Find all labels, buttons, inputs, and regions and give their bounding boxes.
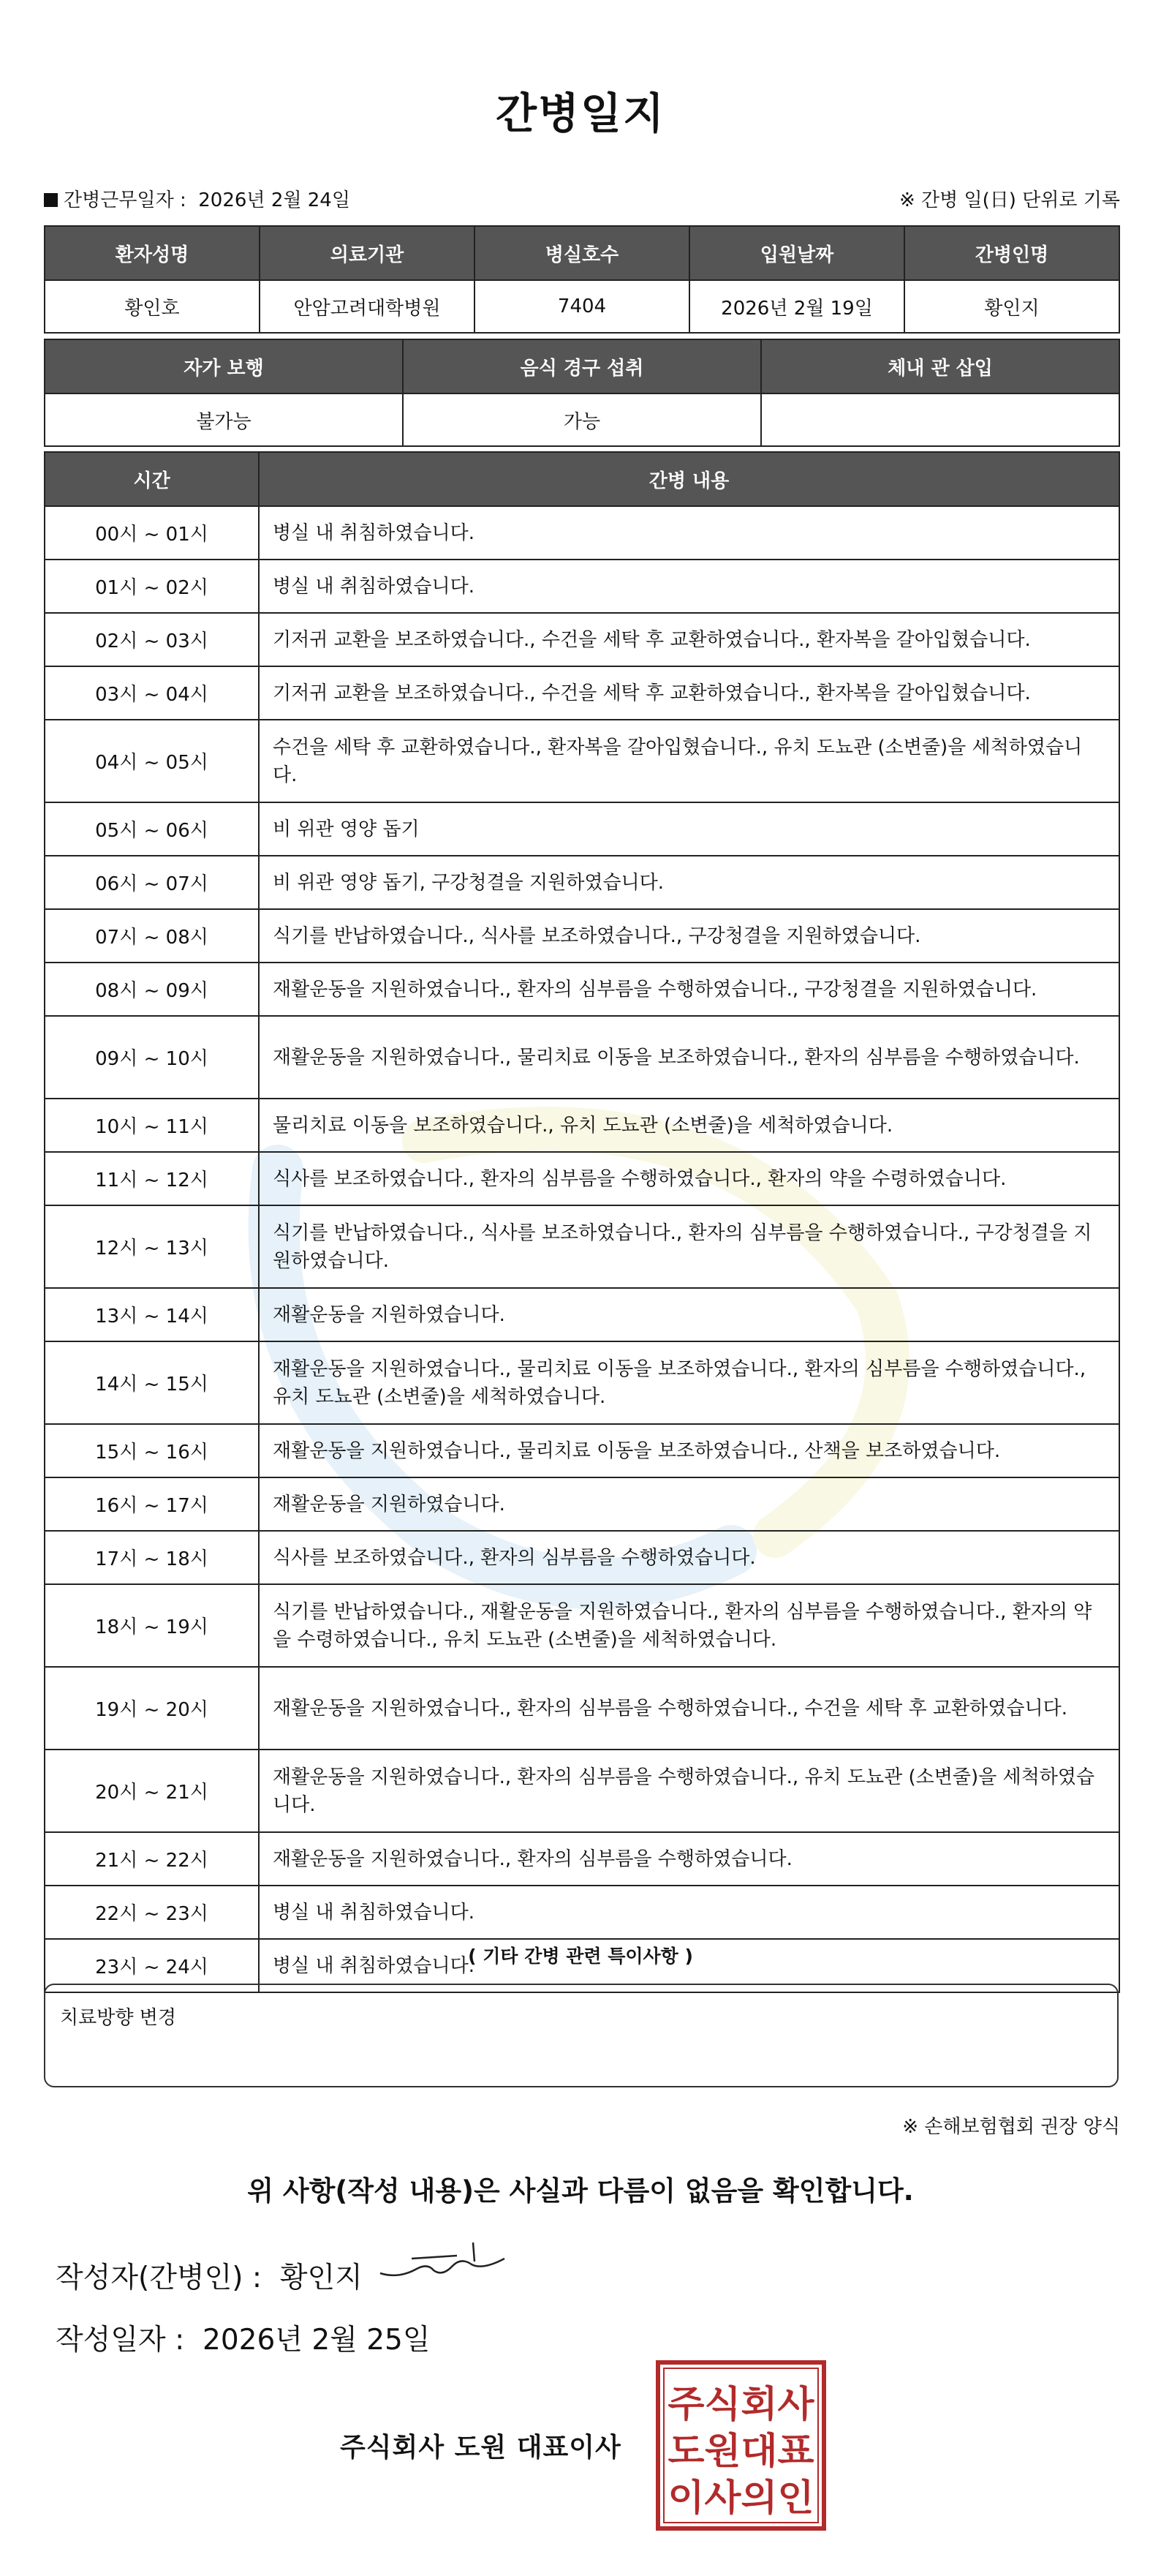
work-date-label: 간병근무일자 :	[64, 189, 186, 211]
log-content: 재활운동을 지원하였습니다., 환자의 심부름을 수행하였습니다., 구강청결을 지원하였습니다.	[259, 963, 1119, 1016]
log-content: 재활운동을 지원하였습니다.	[259, 1477, 1119, 1531]
table-row	[45, 1886, 1119, 1939]
header-tube-insertion: 체내 관 삽입	[761, 339, 1119, 393]
table-row	[45, 802, 1119, 856]
writer-label: 작성자(간병인) :	[56, 2261, 262, 2294]
log-content: 기저귀 교환을 보조하였습니다., 수건을 세탁 후 교환하였습니다., 환자복을 갈아입혔습니다.	[259, 613, 1119, 666]
log-content: 병실 내 취침하였습니다.	[259, 560, 1119, 613]
header-room-number: 병실호수	[474, 226, 689, 280]
admission-date: 2026년 2월 19일	[689, 280, 904, 333]
log-content: 병실 내 취침하였습니다.	[259, 1939, 1119, 1992]
work-date	[44, 185, 350, 212]
patient-status-table	[44, 339, 1120, 447]
oral-intake: 가능	[403, 393, 761, 446]
header-time: 시간	[45, 452, 259, 506]
log-time: 15시 ~ 16시	[45, 1424, 259, 1477]
square-bullet-icon	[44, 193, 58, 207]
log-time: 06시 ~ 07시	[45, 856, 259, 909]
log-content: 식기를 반납하였습니다., 식사를 보조하였습니다., 구강청결을 지원하였습니다.	[259, 909, 1119, 963]
log-content: 병실 내 취침하였습니다.	[259, 1886, 1119, 1939]
header-caregiver-name: 간병인명	[904, 226, 1119, 280]
log-time: 23시 ~ 24시	[45, 1939, 259, 1992]
table-row	[45, 1584, 1119, 1667]
log-content: 비 위관 영양 돕기, 구강청결을 지원하였습니다.	[259, 856, 1119, 909]
log-time: 11시 ~ 12시	[45, 1152, 259, 1205]
log-content: 식사를 보조하였습니다., 환자의 심부름을 수행하였습니다.	[259, 1531, 1119, 1584]
table-row	[45, 613, 1119, 666]
table-row	[45, 560, 1119, 613]
table-row	[45, 1099, 1119, 1152]
written-date-line	[56, 2317, 431, 2358]
table-row	[45, 909, 1119, 963]
log-content: 물리치료 이동을 보조하였습니다., 유치 도뇨관 (소변줄)을 세척하였습니다.	[259, 1099, 1119, 1152]
log-time: 05시 ~ 06시	[45, 802, 259, 856]
log-content: 수건을 세탁 후 교환하였습니다., 환자복을 갈아입혔습니다., 유치 도뇨관 (소변줄)을 세척하였습니다.	[259, 720, 1119, 802]
header-self-walking: 자가 보행	[45, 339, 403, 393]
log-time: 00시 ~ 01시	[45, 506, 259, 560]
log-time: 16시 ~ 17시	[45, 1477, 259, 1531]
log-time: 09시 ~ 10시	[45, 1016, 259, 1099]
notes-box	[44, 1984, 1119, 2087]
form-note: ※ 손해보험협회 권장 양식	[902, 2116, 1120, 2138]
svg-text:이사의인: 이사의인	[668, 2477, 814, 2519]
header-oral-intake: 음식 경구 섭취	[403, 339, 761, 393]
table-row	[45, 506, 1119, 560]
log-time: 10시 ~ 11시	[45, 1099, 259, 1152]
log-time: 01시 ~ 02시	[45, 560, 259, 613]
table-row	[45, 1205, 1119, 1288]
table-row	[45, 1016, 1119, 1099]
work-date-value: 2026년 2월 24일	[198, 189, 350, 211]
company-seal-icon	[655, 2360, 827, 2531]
patient-info-table	[44, 225, 1120, 334]
table-row	[45, 1477, 1119, 1531]
company-representative: 주식회사 도원 대표이사	[340, 2433, 621, 2463]
log-time: 14시 ~ 15시	[45, 1341, 259, 1424]
caregiver-name: 황인지	[904, 280, 1119, 333]
writer-line	[56, 2255, 363, 2296]
log-time: 13시 ~ 14시	[45, 1288, 259, 1341]
svg-text:주식회사: 주식회사	[668, 2383, 815, 2425]
table-row	[45, 1750, 1119, 1832]
log-content: 비 위관 영양 돕기	[259, 802, 1119, 856]
log-content: 재활운동을 지원하였습니다., 환자의 심부름을 수행하였습니다.	[259, 1832, 1119, 1886]
document-title: 간병일지	[495, 88, 666, 138]
written-date-value: 2026년 2월 25일	[203, 2324, 431, 2357]
log-time: 08시 ~ 09시	[45, 963, 259, 1016]
confirmation-statement: 위 사항(작성 내용)은 사실과 다름이 없음을 확인합니다.	[247, 2175, 914, 2207]
header-admission-date: 입원날짜	[689, 226, 904, 280]
room-number: 7404	[474, 280, 689, 333]
tube-insertion	[761, 393, 1119, 446]
log-content: 기저귀 교환을 보조하였습니다., 수건을 세탁 후 교환하였습니다., 환자복을 갈아입혔습니다.	[259, 666, 1119, 720]
log-content: 병실 내 취침하였습니다.	[259, 506, 1119, 560]
log-content: 재활운동을 지원하였습니다., 환자의 심부름을 수행하였습니다., 수건을 세탁 후 교환하였습니다.	[259, 1667, 1119, 1750]
table-row	[45, 963, 1119, 1016]
log-time: 21시 ~ 22시	[45, 1832, 259, 1886]
table-row	[45, 856, 1119, 909]
log-time: 12시 ~ 13시	[45, 1205, 259, 1288]
log-time: 22시 ~ 23시	[45, 1886, 259, 1939]
care-log-body	[45, 506, 1119, 1992]
record-unit-note: ※ 간병 일(日) 단위로 기록	[899, 189, 1120, 211]
log-content: 식기를 반납하였습니다., 재활운동을 지원하였습니다., 환자의 심부름을 수행하였습니다., 환자의 약을 수령하였습니다., 유치 도뇨관 (소변줄)을 세척하였습니다.	[259, 1584, 1119, 1667]
log-content: 식사를 보조하였습니다., 환자의 심부름을 수행하였습니다., 환자의 약을 수령하였습니다.	[259, 1152, 1119, 1205]
log-content: 식기를 반납하였습니다., 식사를 보조하였습니다., 환자의 심부름을 수행하였습니다., 구강청결을 지원하였습니다.	[259, 1205, 1119, 1288]
table-row	[45, 1341, 1119, 1424]
log-time: 07시 ~ 08시	[45, 909, 259, 963]
log-time: 18시 ~ 19시	[45, 1584, 259, 1667]
log-time: 02시 ~ 03시	[45, 613, 259, 666]
log-time: 20시 ~ 21시	[45, 1750, 259, 1832]
log-time: 19시 ~ 20시	[45, 1667, 259, 1750]
notes-content: 치료방향 변경	[60, 2007, 176, 2029]
self-walking: 불가능	[45, 393, 403, 446]
svg-text:도원대표: 도원대표	[668, 2430, 815, 2472]
table-row	[45, 1531, 1119, 1584]
writer-name: 황인지	[279, 2261, 363, 2294]
table-row	[45, 1152, 1119, 1205]
header-hospital: 의료기관	[260, 226, 474, 280]
log-content: 재활운동을 지원하였습니다., 환자의 심부름을 수행하였습니다., 유치 도뇨관 (소변줄)을 세척하였습니다.	[259, 1750, 1119, 1832]
log-content: 재활운동을 지원하였습니다.	[259, 1288, 1119, 1341]
header-care-content: 간병 내용	[259, 452, 1119, 506]
written-date-label: 작성일자 :	[56, 2324, 185, 2357]
log-time: 17시 ~ 18시	[45, 1531, 259, 1584]
signature-icon	[377, 2237, 508, 2288]
notes-title: ( 기타 간병 관련 특이사항 )	[468, 1946, 693, 1967]
table-row	[45, 1667, 1119, 1750]
log-time: 03시 ~ 04시	[45, 666, 259, 720]
table-row	[45, 1424, 1119, 1477]
patient-name: 황인호	[45, 280, 260, 333]
table-row	[45, 1832, 1119, 1886]
log-content: 재활운동을 지원하였습니다., 물리치료 이동을 보조하였습니다., 환자의 심부름을 수행하였습니다.	[259, 1016, 1119, 1099]
table-row	[45, 720, 1119, 802]
care-log-table	[44, 451, 1120, 1993]
table-row	[45, 1288, 1119, 1341]
log-content: 재활운동을 지원하였습니다., 물리치료 이동을 보조하였습니다., 산책을 보조하였습니다.	[259, 1424, 1119, 1477]
header-patient-name: 환자성명	[45, 226, 260, 280]
log-time: 04시 ~ 05시	[45, 720, 259, 802]
log-content: 재활운동을 지원하였습니다., 물리치료 이동을 보조하였습니다., 환자의 심부름을 수행하였습니다., 유치 도뇨관 (소변줄)을 세척하였습니다.	[259, 1341, 1119, 1424]
table-row	[45, 666, 1119, 720]
hospital: 안암고려대학병원	[260, 280, 474, 333]
